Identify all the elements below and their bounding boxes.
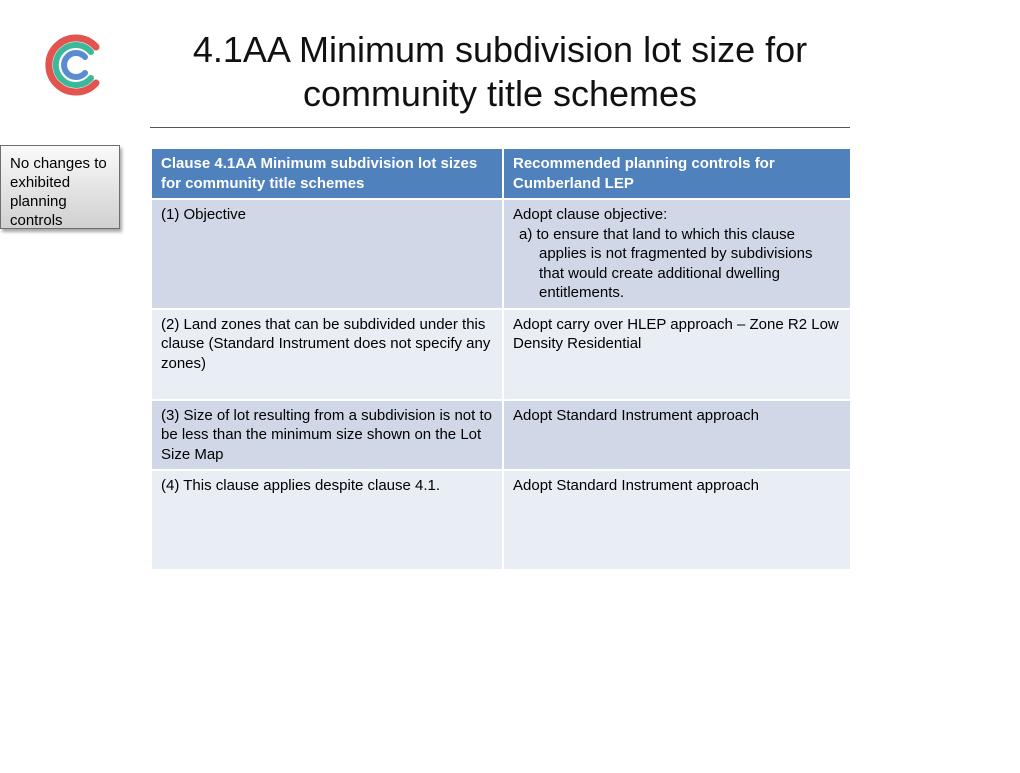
table-header-recommendation: Recommended planning controls for Cumberland LEP bbox=[503, 148, 851, 199]
title-divider bbox=[150, 127, 850, 128]
table-header-row bbox=[151, 148, 851, 199]
table-row bbox=[151, 199, 851, 309]
page-title bbox=[150, 28, 850, 116]
page-title-line-2: community title schemes bbox=[302, 73, 698, 114]
table-row bbox=[151, 400, 851, 471]
planning-controls-table bbox=[150, 147, 852, 571]
table-cell-clause: (4) This clause applies despite clause 4.1. bbox=[151, 470, 503, 570]
table-header-clause: Clause 4.1AA Minimum subdivision lot sizes for community title schemes bbox=[151, 148, 503, 199]
table-cell-clause: (2) Land zones that can be subdivided under this clause (Standard Instrument does not specify any zones) bbox=[151, 309, 503, 400]
table-row bbox=[151, 309, 851, 400]
table-cell-clause: (3) Size of lot resulting from a subdivision is not to be less than the minimum size shown on the Lot Size Map bbox=[151, 400, 503, 471]
table-cell-recommendation: Adopt Standard Instrument approach bbox=[503, 400, 851, 471]
table-cell-recommendation: Adopt carry over HLEP approach – Zone R2 Low Density Residential bbox=[503, 309, 851, 400]
page-title-line-1: 4.1AA Minimum subdivision lot size for bbox=[192, 29, 808, 70]
recommendation-text: Adopt clause objective: bbox=[513, 206, 668, 223]
status-note-box: No changes to exhibited planning controls bbox=[0, 145, 120, 229]
cumberland-logo-icon bbox=[44, 33, 104, 97]
objective-list-item: a) to ensure that land to which this clause applies is not fragmented by subdivisions that would create additional dwelling entitlements. bbox=[519, 225, 813, 301]
table-cell-clause: (1) Objective bbox=[151, 199, 503, 309]
table-row bbox=[151, 470, 851, 570]
table-cell-recommendation bbox=[503, 199, 851, 309]
table-cell-recommendation: Adopt Standard Instrument approach bbox=[503, 470, 851, 570]
